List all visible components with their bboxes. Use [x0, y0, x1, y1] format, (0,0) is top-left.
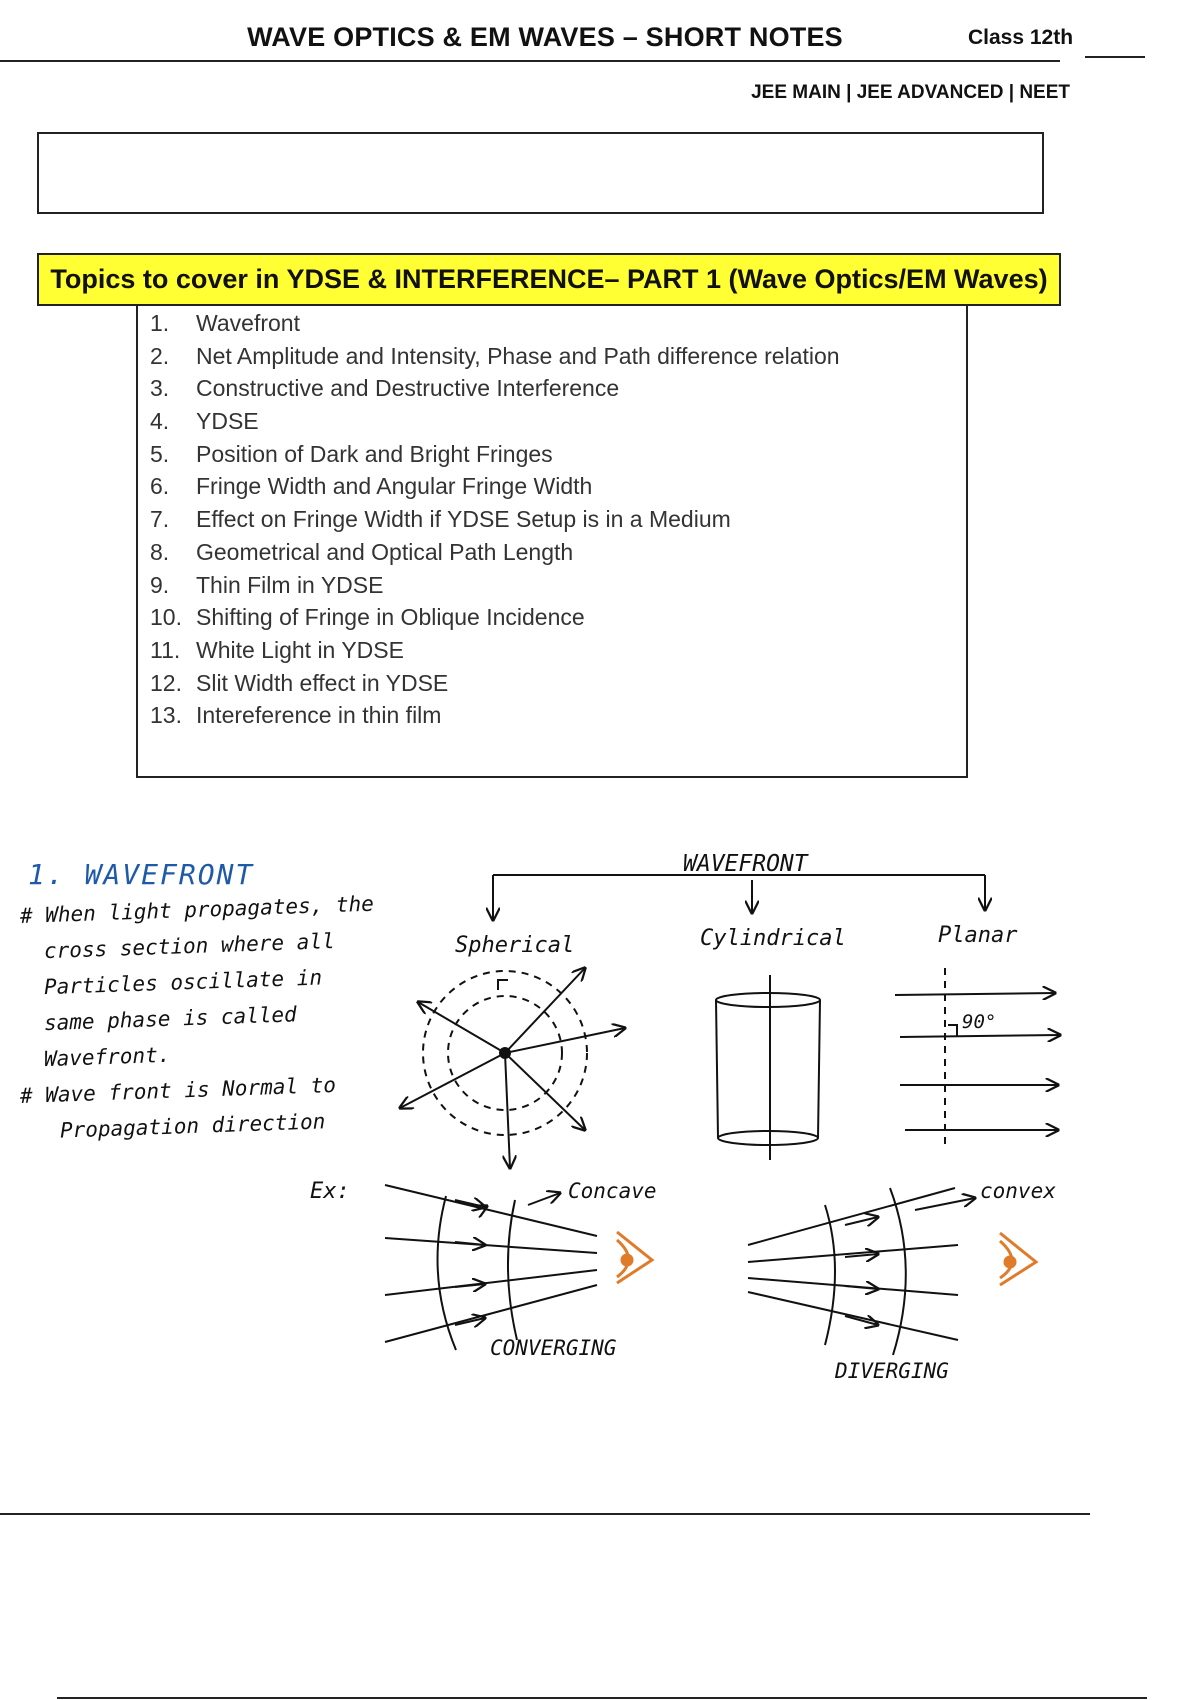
exam-tags: JEE MAIN | JEE ADVANCED | NEET	[751, 82, 1070, 103]
list-item: 3. Constructive and Destructive Interference	[150, 375, 620, 402]
converging-label: CONVERGING	[490, 1336, 617, 1360]
wavefront-heading: 1. WAVEFRONT	[28, 858, 255, 891]
list-item: 11. White Light in YDSE	[150, 636, 404, 663]
list-item: 9. Thin Film in YDSE	[150, 571, 384, 598]
note-line: Wavefront.	[43, 1042, 171, 1072]
convex-label: convex	[980, 1179, 1056, 1203]
note-line: Particles oscillate in	[43, 965, 323, 1000]
example-label: Ex:	[310, 1179, 350, 1204]
eye-icon	[1000, 1233, 1036, 1285]
converging-diagram	[385, 1179, 657, 1360]
footer-rule	[57, 1697, 1147, 1699]
list-item: 1. Wavefront	[150, 310, 300, 336]
list-item: 6. Fringe Width and Angular Fringe Width	[150, 473, 593, 500]
list-item: 10. Shifting of Fringe in Oblique Incidence	[150, 604, 585, 631]
angle-label: 90°	[962, 1011, 997, 1033]
page-title: WAVE OPTICS & EM WAVES – SHORT NOTES	[247, 22, 843, 52]
class-label: Class 12th	[968, 26, 1074, 49]
note-line: same phase is called	[43, 1002, 298, 1036]
list-item: 2. Net Amplitude and Intensity, Phase and Path difference relation	[150, 342, 840, 369]
note-line: # When light propagates, the	[19, 891, 375, 928]
planar-label: Planar	[938, 923, 1018, 948]
note-line: Propagation direction	[59, 1109, 326, 1143]
section-divider	[0, 1513, 1090, 1515]
list-item: 7. Effect on Fringe Width if YDSE Setup is in a Medium	[150, 506, 731, 533]
diverging-label: DIVERGING	[835, 1359, 949, 1383]
eye-icon	[617, 1232, 652, 1283]
spherical-wavefront-drawing	[400, 968, 625, 1168]
spherical-label: Spherical	[455, 933, 575, 958]
note-line: cross section where all	[43, 929, 336, 964]
wavefront-root-label: WAVEFRONT	[683, 851, 808, 877]
note-line: # Wave front is Normal to	[19, 1072, 337, 1108]
planar-wavefront-drawing	[895, 968, 1060, 1148]
list-item: 13. Intereference in thin film	[150, 702, 442, 729]
list-item: 12. Slit Width effect in YDSE	[150, 669, 449, 696]
concave-label: Concave	[568, 1179, 657, 1203]
list-item: 5. Position of Dark and Bright Fringes	[150, 440, 553, 467]
cylindrical-wavefront-drawing	[716, 975, 820, 1160]
cylindrical-label: Cylindrical	[700, 926, 846, 951]
topics-heading: Topics to cover in YDSE & INTERFERENCE– PART 1 (Wave Optics/EM Waves)	[37, 253, 1061, 306]
list-item: 8. Geometrical and Optical Path Length	[150, 538, 574, 565]
diverging-diagram	[748, 1179, 1056, 1383]
list-item: 4. YDSE	[150, 408, 259, 435]
